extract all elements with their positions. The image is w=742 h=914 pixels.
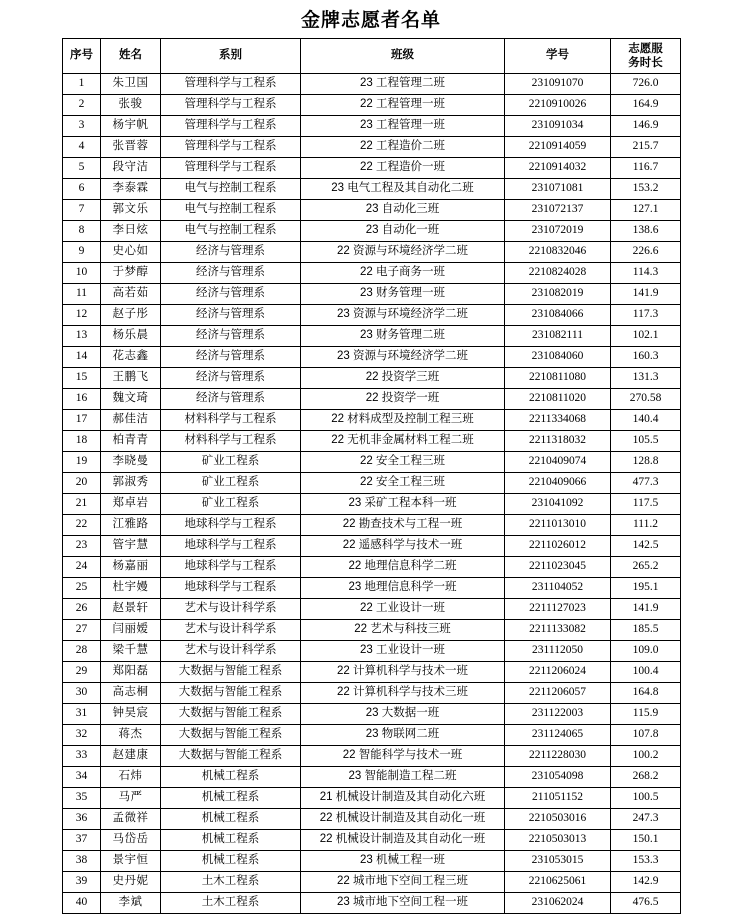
cell-student-id: 231072137 bbox=[505, 200, 611, 221]
cell-student-id: 2211026012 bbox=[505, 536, 611, 557]
table-row bbox=[63, 179, 681, 200]
cell-index: 39 bbox=[63, 872, 101, 893]
cell-student-id: 2210409066 bbox=[505, 473, 611, 494]
table-row bbox=[63, 788, 681, 809]
cell-service-hours: 127.1 bbox=[611, 200, 681, 221]
cell-student-id: 231091034 bbox=[505, 116, 611, 137]
cell-student-id: 2210503013 bbox=[505, 830, 611, 851]
cell-index: 4 bbox=[63, 137, 101, 158]
cell-name: 郭淑秀 bbox=[101, 473, 161, 494]
cell-class: 22 智能科学与技术一班 bbox=[301, 746, 505, 767]
cell-index: 25 bbox=[63, 578, 101, 599]
cell-index: 23 bbox=[63, 536, 101, 557]
cell-service-hours: 150.1 bbox=[611, 830, 681, 851]
cell-name: 花志鑫 bbox=[101, 347, 161, 368]
cell-department: 经济与管理系 bbox=[161, 284, 301, 305]
cell-index: 35 bbox=[63, 788, 101, 809]
cell-index: 6 bbox=[63, 179, 101, 200]
cell-service-hours: 141.9 bbox=[611, 599, 681, 620]
cell-index: 12 bbox=[63, 305, 101, 326]
table-row bbox=[63, 599, 681, 620]
cell-service-hours: 146.9 bbox=[611, 116, 681, 137]
cell-department: 机械工程系 bbox=[161, 809, 301, 830]
table-row bbox=[63, 851, 681, 872]
table-row bbox=[63, 158, 681, 179]
cell-service-hours: 117.3 bbox=[611, 305, 681, 326]
cell-name: 杨乐晨 bbox=[101, 326, 161, 347]
cell-student-id: 2211133082 bbox=[505, 620, 611, 641]
cell-class: 23 智能制造工程二班 bbox=[301, 767, 505, 788]
cell-name: 梁千慧 bbox=[101, 641, 161, 662]
cell-class: 22 工程管理一班 bbox=[301, 95, 505, 116]
cell-department: 经济与管理系 bbox=[161, 326, 301, 347]
cell-department: 经济与管理系 bbox=[161, 242, 301, 263]
cell-name: 张骏 bbox=[101, 95, 161, 116]
table-row bbox=[63, 872, 681, 893]
cell-student-id: 231062024 bbox=[505, 893, 611, 914]
cell-student-id: 2210914032 bbox=[505, 158, 611, 179]
table-row bbox=[63, 515, 681, 536]
cell-index: 14 bbox=[63, 347, 101, 368]
cell-student-id: 2211228030 bbox=[505, 746, 611, 767]
cell-department: 机械工程系 bbox=[161, 830, 301, 851]
cell-service-hours: 140.4 bbox=[611, 410, 681, 431]
cell-name: 管宇慧 bbox=[101, 536, 161, 557]
cell-index: 34 bbox=[63, 767, 101, 788]
cell-service-hours: 195.1 bbox=[611, 578, 681, 599]
cell-index: 17 bbox=[63, 410, 101, 431]
table-row bbox=[63, 494, 681, 515]
cell-index: 30 bbox=[63, 683, 101, 704]
cell-department: 电气与控制工程系 bbox=[161, 200, 301, 221]
cell-service-hours: 105.5 bbox=[611, 431, 681, 452]
cell-class: 22 投资学一班 bbox=[301, 389, 505, 410]
cell-service-hours: 726.0 bbox=[611, 74, 681, 95]
cell-service-hours: 247.3 bbox=[611, 809, 681, 830]
cell-service-hours: 138.6 bbox=[611, 221, 681, 242]
cell-class: 22 材料成型及控制工程三班 bbox=[301, 410, 505, 431]
cell-service-hours: 100.5 bbox=[611, 788, 681, 809]
cell-service-hours: 477.3 bbox=[611, 473, 681, 494]
table-row bbox=[63, 221, 681, 242]
cell-index: 29 bbox=[63, 662, 101, 683]
table-row bbox=[63, 242, 681, 263]
cell-index: 19 bbox=[63, 452, 101, 473]
cell-service-hours: 270.58 bbox=[611, 389, 681, 410]
cell-student-id: 2210824028 bbox=[505, 263, 611, 284]
cell-name: 李泰霖 bbox=[101, 179, 161, 200]
cell-student-id: 231072019 bbox=[505, 221, 611, 242]
cell-name: 张晋蓉 bbox=[101, 137, 161, 158]
cell-department: 大数据与智能工程系 bbox=[161, 662, 301, 683]
cell-student-id: 2211023045 bbox=[505, 557, 611, 578]
table-row bbox=[63, 284, 681, 305]
cell-name: 高若茹 bbox=[101, 284, 161, 305]
cell-student-id: 2211127023 bbox=[505, 599, 611, 620]
cell-index: 18 bbox=[63, 431, 101, 452]
cell-name: 石炜 bbox=[101, 767, 161, 788]
cell-service-hours: 141.9 bbox=[611, 284, 681, 305]
table-row bbox=[63, 746, 681, 767]
cell-student-id: 2211334068 bbox=[505, 410, 611, 431]
table-row bbox=[63, 326, 681, 347]
cell-class: 22 遥感科学与技术一班 bbox=[301, 536, 505, 557]
cell-class: 23 工业设计一班 bbox=[301, 641, 505, 662]
cell-department: 经济与管理系 bbox=[161, 389, 301, 410]
cell-class: 22 工程造价二班 bbox=[301, 137, 505, 158]
cell-department: 经济与管理系 bbox=[161, 368, 301, 389]
cell-service-hours: 109.0 bbox=[611, 641, 681, 662]
cell-service-hours: 142.5 bbox=[611, 536, 681, 557]
cell-student-id: 231071081 bbox=[505, 179, 611, 200]
table-row bbox=[63, 473, 681, 494]
cell-department: 大数据与智能工程系 bbox=[161, 683, 301, 704]
table-row bbox=[63, 116, 681, 137]
table-row bbox=[63, 95, 681, 116]
cell-student-id: 231112050 bbox=[505, 641, 611, 662]
cell-service-hours: 102.1 bbox=[611, 326, 681, 347]
table-row bbox=[63, 263, 681, 284]
cell-department: 大数据与智能工程系 bbox=[161, 746, 301, 767]
cell-name: 赵建康 bbox=[101, 746, 161, 767]
cell-student-id: 231124065 bbox=[505, 725, 611, 746]
cell-service-hours: 164.8 bbox=[611, 683, 681, 704]
cell-department: 经济与管理系 bbox=[161, 347, 301, 368]
cell-student-id: 231054098 bbox=[505, 767, 611, 788]
cell-student-id: 2210914059 bbox=[505, 137, 611, 158]
cell-name: 郝佳洁 bbox=[101, 410, 161, 431]
table-body bbox=[63, 74, 681, 914]
cell-class: 22 艺术与科技三班 bbox=[301, 620, 505, 641]
column-header-service-hours-line1: 志愿服 bbox=[628, 42, 663, 55]
table-row bbox=[63, 305, 681, 326]
cell-class: 23 财务管理二班 bbox=[301, 326, 505, 347]
cell-class: 22 计算机科学与技术一班 bbox=[301, 662, 505, 683]
cell-service-hours: 268.2 bbox=[611, 767, 681, 788]
cell-class: 22 安全工程三班 bbox=[301, 452, 505, 473]
cell-student-id: 231084060 bbox=[505, 347, 611, 368]
table-row bbox=[63, 767, 681, 788]
cell-name: 马严 bbox=[101, 788, 161, 809]
cell-name: 蒋杰 bbox=[101, 725, 161, 746]
cell-name: 赵子彤 bbox=[101, 305, 161, 326]
cell-index: 27 bbox=[63, 620, 101, 641]
cell-index: 11 bbox=[63, 284, 101, 305]
cell-index: 7 bbox=[63, 200, 101, 221]
cell-student-id: 2210409074 bbox=[505, 452, 611, 473]
cell-name: 魏文琦 bbox=[101, 389, 161, 410]
cell-department: 艺术与设计科学系 bbox=[161, 641, 301, 662]
cell-index: 38 bbox=[63, 851, 101, 872]
table-row bbox=[63, 620, 681, 641]
cell-department: 机械工程系 bbox=[161, 788, 301, 809]
table-row bbox=[63, 368, 681, 389]
cell-index: 15 bbox=[63, 368, 101, 389]
cell-name: 李斌 bbox=[101, 893, 161, 914]
column-header-name: 姓名 bbox=[101, 39, 161, 74]
cell-index: 33 bbox=[63, 746, 101, 767]
cell-class: 23 财务管理一班 bbox=[301, 284, 505, 305]
cell-class: 23 自动化三班 bbox=[301, 200, 505, 221]
cell-student-id: 211051152 bbox=[505, 788, 611, 809]
table-row bbox=[63, 830, 681, 851]
cell-class: 23 城市地下空间工程一班 bbox=[301, 893, 505, 914]
cell-index: 13 bbox=[63, 326, 101, 347]
cell-name: 史心如 bbox=[101, 242, 161, 263]
cell-student-id: 2211206024 bbox=[505, 662, 611, 683]
cell-department: 机械工程系 bbox=[161, 851, 301, 872]
cell-index: 32 bbox=[63, 725, 101, 746]
cell-department: 电气与控制工程系 bbox=[161, 179, 301, 200]
cell-class: 22 无机非金属材料工程二班 bbox=[301, 431, 505, 452]
cell-index: 24 bbox=[63, 557, 101, 578]
cell-student-id: 231082019 bbox=[505, 284, 611, 305]
cell-class: 22 城市地下空间工程三班 bbox=[301, 872, 505, 893]
cell-department: 经济与管理系 bbox=[161, 305, 301, 326]
table-row bbox=[63, 725, 681, 746]
cell-name: 马岱岳 bbox=[101, 830, 161, 851]
cell-student-id: 231041092 bbox=[505, 494, 611, 515]
cell-department: 矿业工程系 bbox=[161, 494, 301, 515]
cell-department: 地球科学与工程系 bbox=[161, 557, 301, 578]
cell-department: 管理科学与工程系 bbox=[161, 116, 301, 137]
cell-class: 22 资源与环境经济学二班 bbox=[301, 242, 505, 263]
cell-index: 8 bbox=[63, 221, 101, 242]
cell-department: 电气与控制工程系 bbox=[161, 221, 301, 242]
table-row bbox=[63, 809, 681, 830]
cell-department: 艺术与设计科学系 bbox=[161, 620, 301, 641]
cell-index: 28 bbox=[63, 641, 101, 662]
table-row bbox=[63, 200, 681, 221]
cell-index: 21 bbox=[63, 494, 101, 515]
cell-index: 16 bbox=[63, 389, 101, 410]
cell-name: 高志桐 bbox=[101, 683, 161, 704]
cell-student-id: 2210811020 bbox=[505, 389, 611, 410]
column-header-index: 序号 bbox=[63, 39, 101, 74]
table-row bbox=[63, 389, 681, 410]
cell-name: 郑卓岩 bbox=[101, 494, 161, 515]
cell-department: 管理科学与工程系 bbox=[161, 137, 301, 158]
cell-service-hours: 131.3 bbox=[611, 368, 681, 389]
cell-class: 22 工业设计一班 bbox=[301, 599, 505, 620]
cell-class: 22 地理信息科学二班 bbox=[301, 557, 505, 578]
cell-class: 21 机械设计制造及其自动化六班 bbox=[301, 788, 505, 809]
cell-index: 26 bbox=[63, 599, 101, 620]
cell-class: 23 工程管理一班 bbox=[301, 116, 505, 137]
cell-name: 景宇恒 bbox=[101, 851, 161, 872]
volunteer-roster-table bbox=[62, 38, 681, 914]
cell-class: 22 机械设计制造及其自动化一班 bbox=[301, 830, 505, 851]
table-header bbox=[63, 39, 681, 74]
cell-class: 22 投资学三班 bbox=[301, 368, 505, 389]
cell-name: 朱卫国 bbox=[101, 74, 161, 95]
cell-student-id: 231053015 bbox=[505, 851, 611, 872]
cell-name: 闫丽嫒 bbox=[101, 620, 161, 641]
column-header-service-hours-line2: 务时长 bbox=[628, 57, 663, 69]
cell-service-hours: 114.3 bbox=[611, 263, 681, 284]
cell-student-id: 231082111 bbox=[505, 326, 611, 347]
cell-department: 管理科学与工程系 bbox=[161, 95, 301, 116]
cell-class: 23 工程管理二班 bbox=[301, 74, 505, 95]
cell-department: 地球科学与工程系 bbox=[161, 578, 301, 599]
table-row bbox=[63, 74, 681, 95]
table-row bbox=[63, 683, 681, 704]
cell-department: 材料科学与工程系 bbox=[161, 410, 301, 431]
cell-class: 23 机械工程一班 bbox=[301, 851, 505, 872]
page-title: 金牌志愿者名单 bbox=[300, 10, 441, 31]
cell-service-hours: 142.9 bbox=[611, 872, 681, 893]
column-header-student-id: 学号 bbox=[505, 39, 611, 74]
cell-student-id: 2210625061 bbox=[505, 872, 611, 893]
cell-class: 22 工程造价一班 bbox=[301, 158, 505, 179]
cell-class: 23 大数据一班 bbox=[301, 704, 505, 725]
table-row bbox=[63, 641, 681, 662]
cell-name: 赵景轩 bbox=[101, 599, 161, 620]
cell-student-id: 231122003 bbox=[505, 704, 611, 725]
cell-department: 地球科学与工程系 bbox=[161, 515, 301, 536]
table-row bbox=[63, 452, 681, 473]
cell-index: 9 bbox=[63, 242, 101, 263]
table-row bbox=[63, 410, 681, 431]
cell-service-hours: 476.5 bbox=[611, 893, 681, 914]
cell-student-id: 2210503016 bbox=[505, 809, 611, 830]
cell-service-hours: 215.7 bbox=[611, 137, 681, 158]
cell-service-hours: 117.5 bbox=[611, 494, 681, 515]
cell-department: 矿业工程系 bbox=[161, 473, 301, 494]
cell-name: 史丹妮 bbox=[101, 872, 161, 893]
table-row bbox=[63, 137, 681, 158]
cell-class: 23 物联网二班 bbox=[301, 725, 505, 746]
cell-index: 40 bbox=[63, 893, 101, 914]
table-row bbox=[63, 431, 681, 452]
cell-service-hours: 164.9 bbox=[611, 95, 681, 116]
cell-name: 钟昊宸 bbox=[101, 704, 161, 725]
cell-department: 土木工程系 bbox=[161, 893, 301, 914]
cell-service-hours: 153.2 bbox=[611, 179, 681, 200]
cell-service-hours: 265.2 bbox=[611, 557, 681, 578]
cell-index: 22 bbox=[63, 515, 101, 536]
cell-department: 机械工程系 bbox=[161, 767, 301, 788]
cell-name: 李日炫 bbox=[101, 221, 161, 242]
cell-department: 大数据与智能工程系 bbox=[161, 725, 301, 746]
table-row bbox=[63, 536, 681, 557]
cell-service-hours: 185.5 bbox=[611, 620, 681, 641]
table-row bbox=[63, 347, 681, 368]
cell-department: 土木工程系 bbox=[161, 872, 301, 893]
cell-name: 郭文乐 bbox=[101, 200, 161, 221]
cell-service-hours: 100.2 bbox=[611, 746, 681, 767]
cell-service-hours: 111.2 bbox=[611, 515, 681, 536]
table-row bbox=[63, 557, 681, 578]
cell-class: 23 自动化一班 bbox=[301, 221, 505, 242]
table-container bbox=[0, 38, 742, 914]
cell-index: 20 bbox=[63, 473, 101, 494]
cell-class: 22 计算机科学与技术三班 bbox=[301, 683, 505, 704]
cell-service-hours: 153.3 bbox=[611, 851, 681, 872]
table-row bbox=[63, 704, 681, 725]
cell-student-id: 2211318032 bbox=[505, 431, 611, 452]
cell-student-id: 2210910026 bbox=[505, 95, 611, 116]
cell-index: 31 bbox=[63, 704, 101, 725]
column-header-class: 班级 bbox=[301, 39, 505, 74]
cell-class: 22 机械设计制造及其自动化一班 bbox=[301, 809, 505, 830]
cell-department: 矿业工程系 bbox=[161, 452, 301, 473]
cell-service-hours: 128.8 bbox=[611, 452, 681, 473]
cell-class: 22 勘查技术与工程一班 bbox=[301, 515, 505, 536]
cell-service-hours: 100.4 bbox=[611, 662, 681, 683]
column-header-department: 系别 bbox=[161, 39, 301, 74]
cell-index: 5 bbox=[63, 158, 101, 179]
table-row bbox=[63, 662, 681, 683]
cell-student-id: 2211013010 bbox=[505, 515, 611, 536]
cell-student-id: 2210832046 bbox=[505, 242, 611, 263]
cell-class: 22 安全工程三班 bbox=[301, 473, 505, 494]
cell-index: 10 bbox=[63, 263, 101, 284]
cell-service-hours: 160.3 bbox=[611, 347, 681, 368]
cell-name: 杜宇嫚 bbox=[101, 578, 161, 599]
cell-name: 柏青青 bbox=[101, 431, 161, 452]
cell-class: 22 电子商务一班 bbox=[301, 263, 505, 284]
table-row bbox=[63, 578, 681, 599]
cell-index: 36 bbox=[63, 809, 101, 830]
cell-department: 材料科学与工程系 bbox=[161, 431, 301, 452]
cell-department: 经济与管理系 bbox=[161, 263, 301, 284]
cell-class: 23 电气工程及其自动化二班 bbox=[301, 179, 505, 200]
cell-name: 于梦醇 bbox=[101, 263, 161, 284]
cell-class: 23 采矿工程本科一班 bbox=[301, 494, 505, 515]
cell-name: 段守洁 bbox=[101, 158, 161, 179]
cell-index: 2 bbox=[63, 95, 101, 116]
cell-student-id: 2211206057 bbox=[505, 683, 611, 704]
cell-student-id: 2210811080 bbox=[505, 368, 611, 389]
cell-name: 江雅路 bbox=[101, 515, 161, 536]
cell-department: 管理科学与工程系 bbox=[161, 74, 301, 95]
cell-name: 杨宇帆 bbox=[101, 116, 161, 137]
table-header-row bbox=[63, 39, 681, 74]
cell-class: 23 资源与环境经济学二班 bbox=[301, 347, 505, 368]
cell-service-hours: 116.7 bbox=[611, 158, 681, 179]
cell-student-id: 231084066 bbox=[505, 305, 611, 326]
cell-service-hours: 107.8 bbox=[611, 725, 681, 746]
cell-index: 1 bbox=[63, 74, 101, 95]
cell-department: 管理科学与工程系 bbox=[161, 158, 301, 179]
cell-name: 杨嘉丽 bbox=[101, 557, 161, 578]
cell-name: 孟微祥 bbox=[101, 809, 161, 830]
cell-student-id: 231091070 bbox=[505, 74, 611, 95]
cell-service-hours: 226.6 bbox=[611, 242, 681, 263]
cell-student-id: 231104052 bbox=[505, 578, 611, 599]
column-header-service-hours bbox=[611, 39, 681, 74]
cell-name: 郑阳磊 bbox=[101, 662, 161, 683]
cell-class: 23 地理信息科学一班 bbox=[301, 578, 505, 599]
cell-department: 大数据与智能工程系 bbox=[161, 704, 301, 725]
cell-class: 23 资源与环境经济学二班 bbox=[301, 305, 505, 326]
cell-name: 王鹏飞 bbox=[101, 368, 161, 389]
cell-index: 3 bbox=[63, 116, 101, 137]
cell-name: 李晓曼 bbox=[101, 452, 161, 473]
cell-department: 地球科学与工程系 bbox=[161, 536, 301, 557]
table-row bbox=[63, 893, 681, 914]
cell-service-hours: 115.9 bbox=[611, 704, 681, 725]
cell-department: 艺术与设计科学系 bbox=[161, 599, 301, 620]
cell-index: 37 bbox=[63, 830, 101, 851]
